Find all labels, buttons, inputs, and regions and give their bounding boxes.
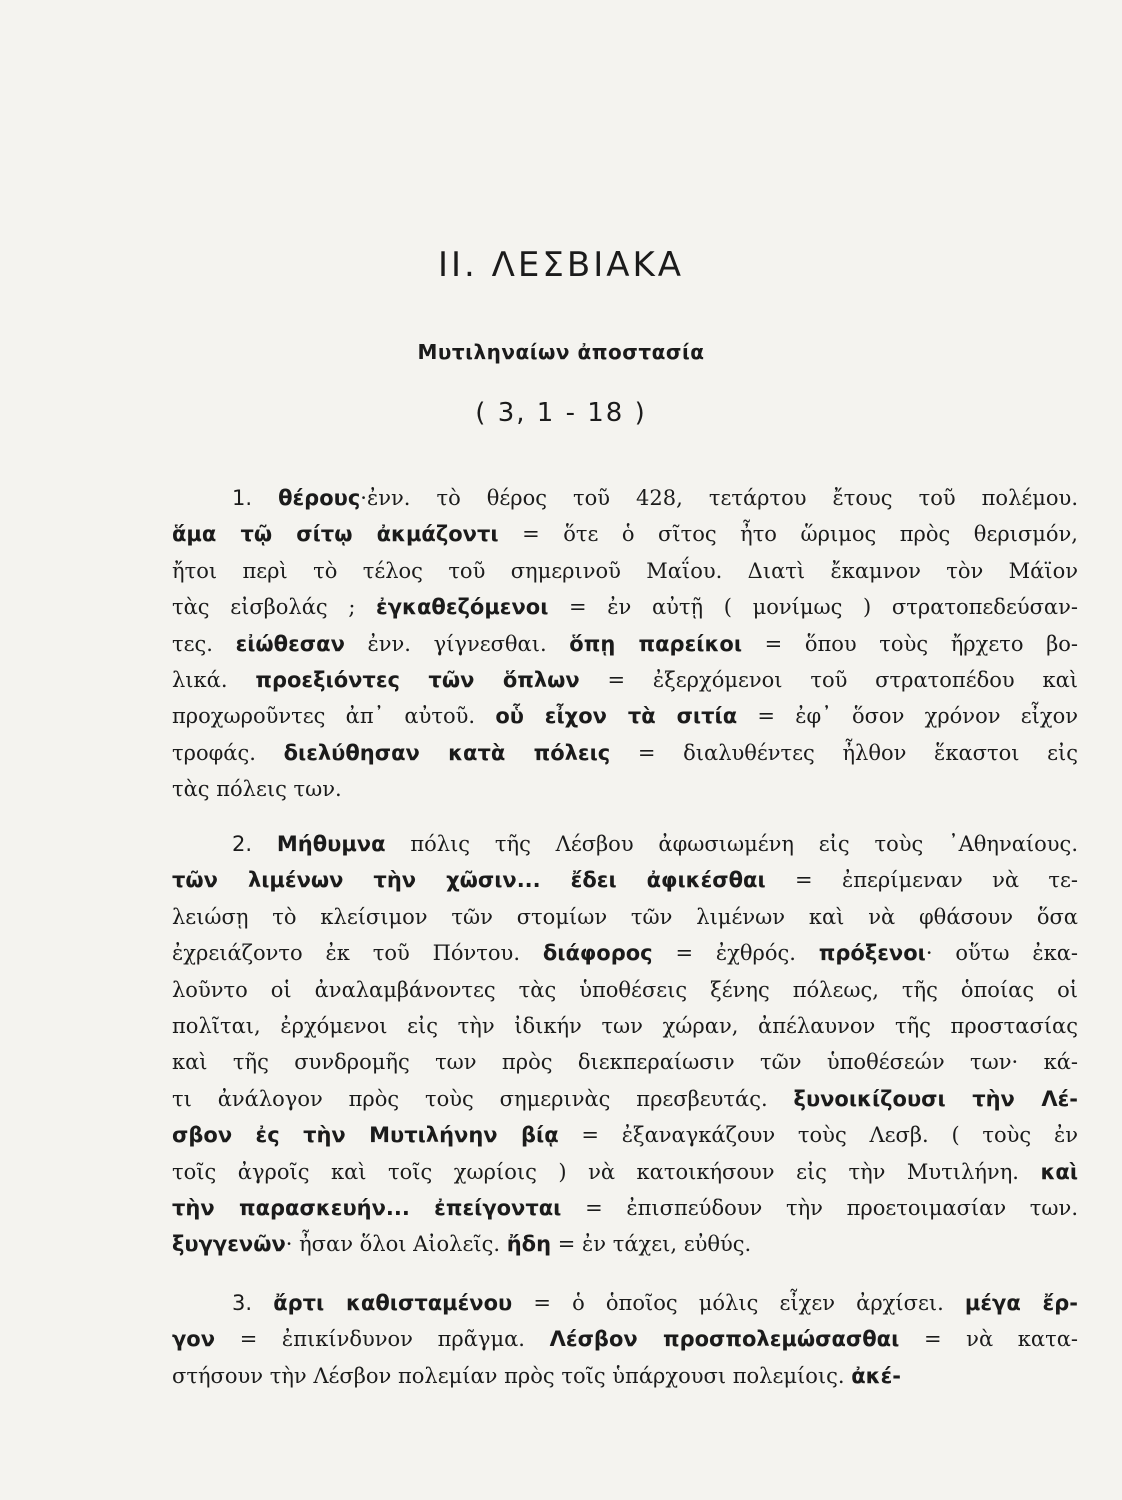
gloss-text: τὰς εἰσβολάς ; [172, 595, 377, 620]
gloss-text: ·ἐνν. τὸ θέρος τοῦ 428, τετάρτου ἔτους τοῦ πολέμου. [360, 486, 1078, 510]
lemma-term: Μήθυμνα [276, 832, 386, 856]
gloss-text: ἤτοι περὶ τὸ τέλος τοῦ σημερινοῦ Μαΐου. Διατὶ ἔκαμνον τὸν Μάϊον [172, 558, 1078, 583]
text-line [172, 1044, 1078, 1080]
text-line [172, 516, 1078, 552]
gloss-text: = ἐπερίμεναν νὰ τε- [765, 868, 1078, 893]
lemma-term: ἀκέ- [851, 1363, 902, 1388]
text-line [172, 735, 1078, 771]
gloss-text: ἐνν. γίγνεσθαι. [344, 631, 570, 656]
lemma-term: ἐγκαθεζόμενοι [376, 595, 549, 620]
lemma-term: προεξιόντες τῶν ὅπλων [255, 667, 580, 692]
gloss-text: τροφάς. [172, 740, 284, 765]
lemma-term: ἅμα τῷ σίτῳ ἀκμάζοντι [172, 522, 499, 547]
lemma-term: Λέσβον προσπολεμώσασθαι [549, 1327, 900, 1352]
gloss-text: πόλις τῆς Λέσβου ἀφωσιωμένη εἰς τοὺς ᾽Αθηναίους. [385, 832, 1078, 856]
gloss-text: λικά. [172, 667, 256, 692]
gloss-text: = ἐπισπεύδουν τὴν προετοιμασίαν των. [561, 1195, 1078, 1220]
lemma-term: ἄρτι καθισταμένου [273, 1291, 513, 1315]
text-line [172, 972, 1078, 1008]
gloss-text: = ὅπου τοὺς ἤρχετο βο- [742, 631, 1078, 656]
lemma-term: τὴν παρασκευήν... ἐπείγονται [172, 1195, 562, 1220]
text-line [172, 1190, 1078, 1226]
text-line [172, 589, 1078, 625]
gloss-text: πολῖται, ἐρχόμενοι εἰς τὴν ἰδικήν των χώραν, ἀπέλαυνον τῆς προστασίας [172, 1013, 1078, 1038]
gloss-text: τι ἀνάλογον πρὸς τοὺς σημερινὰς πρεσβευτάς. [172, 1086, 794, 1111]
lemma-term: γον [172, 1327, 216, 1352]
text-line [172, 1358, 1078, 1394]
paragraph-3 [172, 1285, 1078, 1394]
gloss-text: = νὰ κατα- [899, 1327, 1078, 1352]
paragraph-2 [172, 826, 1078, 1263]
paragraph-number: 2. [232, 832, 277, 856]
lemma-term: θέρους [278, 486, 361, 510]
text-line [172, 1081, 1078, 1117]
gloss-text: = ἐν τάχει, εὐθύς. [551, 1232, 752, 1257]
gloss-text: τες. [172, 631, 236, 656]
text-line [172, 1154, 1078, 1190]
lemma-term: καὶ [1040, 1159, 1078, 1184]
lemma-term: μέγα ἔρ- [964, 1291, 1078, 1315]
paragraph-number: 3. [232, 1291, 274, 1315]
paragraph-1 [172, 480, 1078, 808]
gloss-text: = ἐφ᾽ ὅσον χρόνον εἶχον [737, 704, 1078, 729]
gloss-text: · οὕτω ἐκα- [925, 941, 1078, 966]
gloss-text: τοῖς ἀγροῖς καὶ τοῖς χωρίοις ) νὰ κατοικήσουν εἰς τὴν Μυτιλήνη. [172, 1159, 1041, 1184]
lemma-term: σβον ἐς τὴν Μυτιλήνην βίᾳ [172, 1123, 559, 1148]
text-line [172, 1117, 1078, 1153]
lemma-term: πρόξενοι [818, 941, 926, 966]
lemma-term: ξυγγενῶν [172, 1232, 286, 1257]
lemma-term: ξυνοικίζουσι τὴν Λέ- [793, 1086, 1078, 1111]
gloss-text: προχωροῦντες ἀπ᾽ αὐτοῦ. [172, 704, 496, 729]
text-line [172, 862, 1078, 898]
gloss-text: λοῦντο οἱ ἀναλαμβάνοντες τὰς ὑποθέσεις ξένης πόλεως, τῆς ὁποίας οἱ [172, 977, 1078, 1002]
text-line [172, 1285, 1078, 1321]
text-line [172, 935, 1078, 971]
text-line [172, 480, 1078, 516]
section-reference: ( 3, 1 - 18 ) [475, 398, 647, 428]
gloss-text: καὶ τῆς συνδρομῆς των πρὸς διεκπεραίωσιν τῶν ὑποθέσεών των· κά- [172, 1050, 1078, 1075]
gloss-text: = ὅτε ὁ σῖτος ἦτο ὥριμος πρὸς θερισμόν, [498, 522, 1078, 547]
lemma-term: εἰώθεσαν [235, 631, 345, 656]
text-line [172, 826, 1078, 862]
lemma-term: διελύθησαν κατὰ πόλεις [283, 740, 611, 765]
gloss-text: · ἦσαν ὅλοι Αἰολεῖς. [285, 1232, 507, 1257]
text-line [172, 899, 1078, 935]
text-line [172, 626, 1078, 662]
chapter-title: II. ΛΕΣΒΙΑΚΑ [437, 244, 685, 285]
text-line [172, 1321, 1078, 1357]
text-line [172, 1226, 1078, 1262]
lemma-term: οὗ εἶχον τὰ σιτία [495, 704, 738, 729]
paragraph-number: 1. [232, 486, 279, 510]
text-line [172, 553, 1078, 589]
lemma-term: ὅπῃ παρείκοι [569, 631, 742, 656]
gloss-text: λειώσῃ τὸ κλείσιμον τῶν στομίων τῶν λιμένων καὶ νὰ φθάσουν ὅσα [172, 904, 1078, 929]
gloss-text: = ὁ ὁποῖος μόλις εἶχεν ἀρχίσει. [512, 1291, 965, 1315]
section-title: Μυτιληναίων ἀποστασία [417, 340, 705, 364]
text-line [172, 771, 1078, 807]
gloss-text: στήσουν τὴν Λέσβον πολεμίαν πρὸς τοῖς ὑπάρχουσι πολεμίοις. [172, 1363, 852, 1388]
text-line [172, 1008, 1078, 1044]
lemma-term: τῶν λιμένων τὴν χῶσιν... ἔδει ἀφικέσθαι [172, 868, 766, 893]
gloss-text: ἐχρειάζοντο ἐκ τοῦ Πόντου. [172, 941, 543, 966]
lemma-term: ἤδη [506, 1232, 552, 1257]
text-line [172, 662, 1078, 698]
gloss-text: = διαλυθέντες ἦλθον ἕκαστοι εἰς [610, 740, 1078, 765]
gloss-text: = ἐν αὐτῇ ( μονίμως ) στρατοπεδεύσαν- [548, 595, 1078, 620]
gloss-text: = ἐχθρός. [652, 941, 819, 966]
gloss-text: τὰς πόλεις των. [172, 777, 342, 802]
gloss-text: = ἐξαναγκάζουν τοὺς Λεσβ. ( τοὺς ἐν [558, 1123, 1078, 1148]
gloss-text: = ἐξερχόμενοι τοῦ στρατοπέδου καὶ [579, 667, 1078, 692]
gloss-text: = ἐπικίνδυνον πρᾶγμα. [215, 1327, 550, 1352]
lemma-term: διάφορος [542, 941, 653, 966]
text-line [172, 698, 1078, 734]
